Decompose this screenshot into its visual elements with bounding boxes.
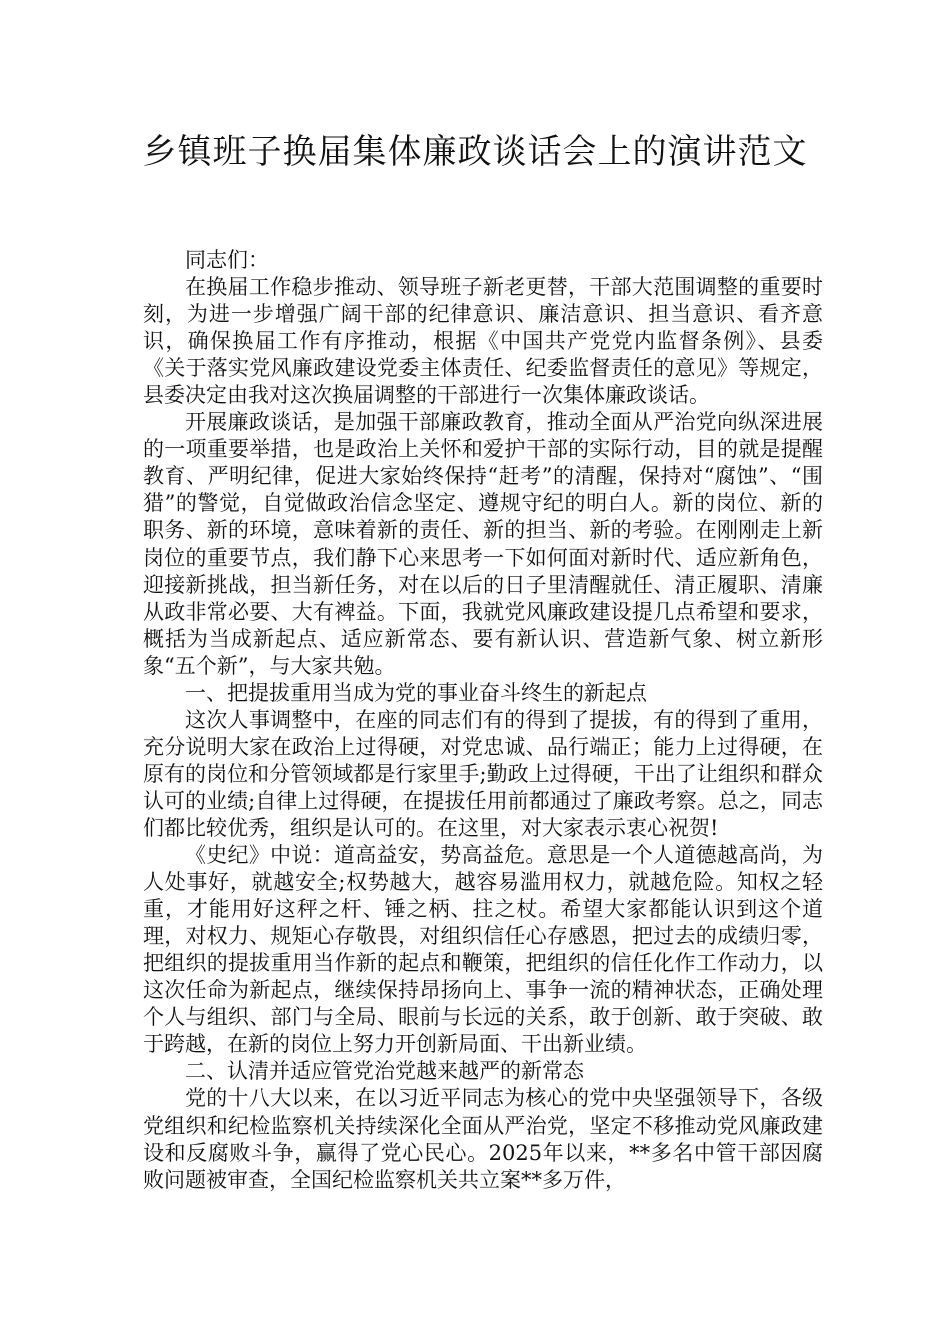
- body-paragraph: 在换届工作稳步推动、领导班子新老更替，干部大范围调整的重要时刻，为进一步增强广阔干部的纪律意识、廉洁意识、担当意识、看齐意识，确保换届工作有序推动，根据《中国共产党党内监督条例》、县委《关于落实党风廉政建设党委主体责任、纪委监督责任的意见》等规定，县委决定由我对这次换届调整的干部进行一次集体廉政谈话。: [143, 275, 823, 408]
- document-body: [143, 247, 823, 1194]
- body-paragraph: 开展廉政谈话，是加强干部廉政教育，推动全面从严治党向纵深进展的一项重要举措，也是政治上关怀和爱护干部的实际行动，目的就是提醒教育、严明纪律，促进大家始终保持“赶考”的清醒，保持对“腐蚀”、“围猎”的警觉，自觉做政治信念坚定、遵规守纪的明白人。新的岗位、新的职务、新的环境，意味着新的责任、新的担当、新的考验。在刚刚走上新岗位的重要节点，我们静下心来思考一下如何面对新时代、适应新角色，迎接新挑战，担当新任务，对在以后的日子里清醒就任、清正履职、清廉从政非常必要、大有裨益。下面，我就党风廉政建设提几点希望和要求，概括为当成新起点、适应新常态、要有新认识、营造新气象、树立新形象“五个新”，与大家共勉。: [143, 410, 823, 678]
- document-title: 乡镇班子换届集体廉政谈话会上的演讲范文: [142, 132, 808, 172]
- salutation: 同志们：: [185, 248, 269, 272]
- section-heading: 一、把提拔重用当成为党的事业奋斗终生的新起点: [185, 680, 647, 705]
- section-heading: 二、认清并适应管党治党越来越严的新常态: [185, 1059, 584, 1084]
- body-paragraph: 这次人事调整中，在座的同志们有的得到了提拔，有的得到了重用，充分说明大家在政治上过得硬，对党忠诚、品行端正；能力上过得硬，在原有的岗位和分管领域都是行家里手;勤政上过得硬，干出了让组织和群众认可的业绩;自律上过得硬，在提拔任用前都通过了廉政考察。总之，同志们都比较优秀，组织是认可的。在这里，对大家表示衷心祝贺!: [143, 707, 823, 840]
- body-paragraph: 《史纪》中说：道高益安，势高益危。意思是一个人道德越高尚，为人处事好，就越安全;权势越大，越容易滥用权力，就越危险。知权之轻重，才能用好这秤之杆、锤之柄、拄之杖。希望大家都能认识到这个道理，对权力、规矩心存敬畏，对组织信任心存感恩，把过去的成绩归零，把组织的提拔重用当作新的起点和鞭策，把组织的信任化作工作动力，以这次任命为新起点，继续保持昂扬向上、事争一流的精神状态，正确处理个人与组织、部门与全局、眼前与长远的关系，敢于创新、敢于突破、敢于跨越，在新的岗位上努力开创新局面、干出新业绩。: [143, 843, 823, 1057]
- body-paragraph: 党的十八大以来，在以习近平同志为核心的党中央坚强领导下，各级党组织和纪检监察机关持续深化全面从严治党，坚定不移推动党风廉政建设和反腐败斗争，赢得了党心民心。2025年以来，**多名中管干部因腐败问题被审查，全国纪检监察机关共立案**多万件，: [143, 1086, 823, 1192]
